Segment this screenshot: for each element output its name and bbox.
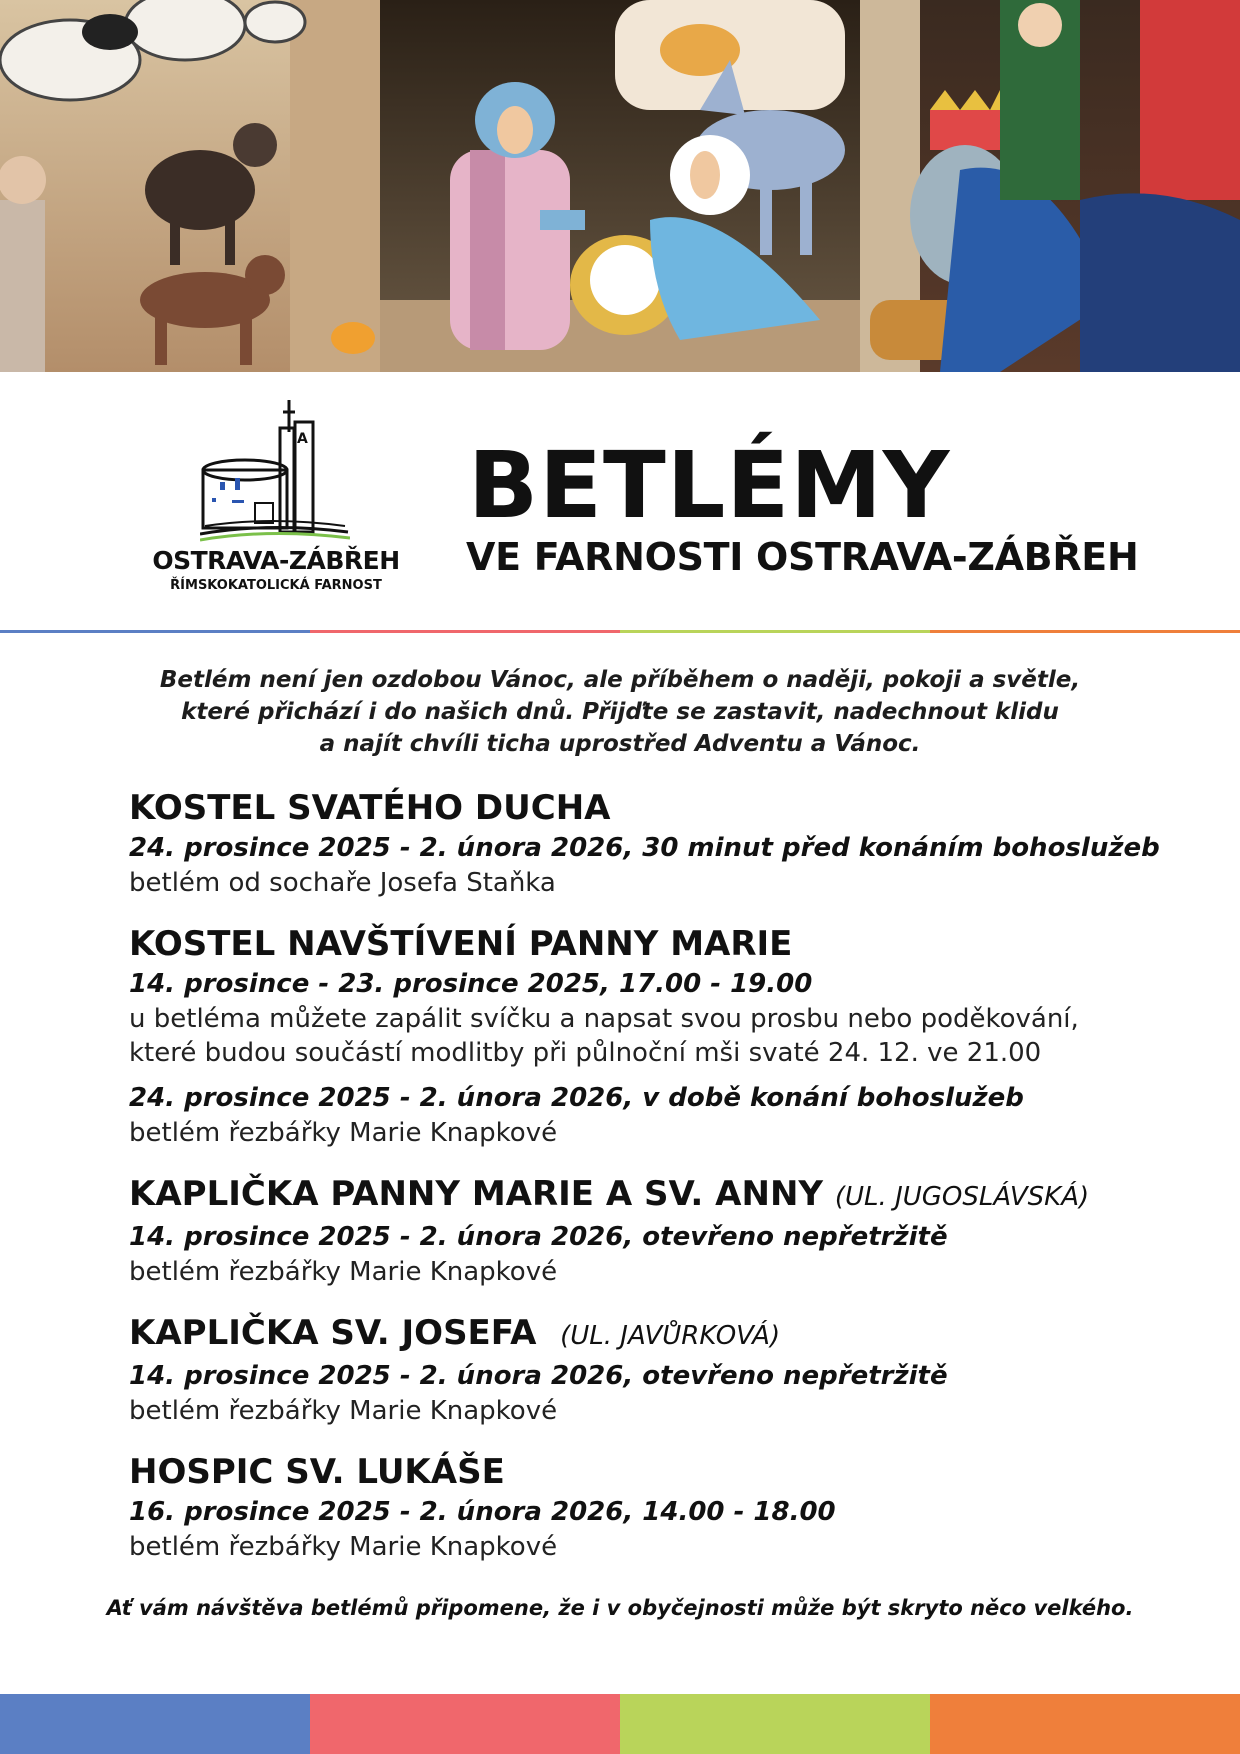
event-hospic bbox=[129, 1450, 1209, 1564]
intro-line: které přichází i do našich dnů. Přijďte se zastavit, nadechnout klidu bbox=[181, 699, 1059, 725]
event-place-name: KAPLIČKA SV. JOSEFA bbox=[129, 1313, 537, 1353]
event-date: 14. prosince 2025 - 2. února 2026, otevřeno nepřetržitě bbox=[129, 1361, 948, 1391]
event-date: 14. prosince 2025 - 2. února 2026, otevřeno nepřetržitě bbox=[129, 1222, 948, 1252]
closing-text: Ať vám návštěva betlémů připomene, že i v obyčejnosti může být skryto něco velkého. bbox=[106, 1596, 1134, 1620]
parish-logo bbox=[145, 398, 407, 598]
event-date: 24. prosince 2025 - 2. února 2026, v době konání bohoslužeb bbox=[129, 1083, 1024, 1113]
event-kostel-svateho-ducha bbox=[129, 786, 1209, 900]
event-place bbox=[129, 1450, 1209, 1494]
divider-green bbox=[620, 630, 930, 633]
footer-orange bbox=[930, 1694, 1240, 1754]
page-title: BETLÉMY bbox=[468, 432, 951, 539]
footer-red bbox=[310, 1694, 620, 1754]
footer-blue bbox=[0, 1694, 310, 1754]
divider-red bbox=[310, 630, 620, 633]
event-date: 14. prosince - 23. prosince 2025, 17.00 - 19.00 bbox=[129, 969, 813, 999]
event-desc: betlém řezbářky Marie Knapkové bbox=[129, 1257, 558, 1287]
event-street: (UL. JAVŮRKOVÁ) bbox=[560, 1321, 781, 1351]
footer-color-bar bbox=[0, 1694, 1240, 1754]
church-building-icon bbox=[200, 398, 350, 543]
event-desc: betlém řezbářky Marie Knapkové bbox=[129, 1532, 558, 1562]
nativity-photo bbox=[0, 0, 1240, 372]
event-place bbox=[129, 1311, 1209, 1358]
intro-line: a najít chvíli ticha uprostřed Adventu a Vánoc. bbox=[319, 731, 921, 757]
divider-orange bbox=[930, 630, 1240, 633]
event-place-name: KOSTEL NAVŠTÍVENÍ PANNY MARIE bbox=[129, 924, 793, 964]
event-place-name: KAPLIČKA PANNY MARIE A SV. ANNY bbox=[129, 1174, 824, 1214]
event-second-period bbox=[129, 1080, 1209, 1150]
event-list bbox=[129, 786, 1209, 1586]
nativity-scene-illustration bbox=[0, 0, 1240, 372]
color-divider bbox=[0, 630, 1240, 633]
event-desc: které budou součástí modlitby při půlnoční mši svaté 24. 12. ve 21.00 bbox=[129, 1038, 1042, 1068]
event-kaplicka-sv-josefa bbox=[129, 1311, 1209, 1428]
event-street: (UL. JUGOSLÁVSKÁ) bbox=[834, 1182, 1090, 1212]
event-place-name: HOSPIC SV. LUKÁŠE bbox=[129, 1452, 505, 1492]
event-desc: u betléma můžete zapálit svíčku a napsat svou prosbu nebo poděkování, bbox=[129, 1004, 1079, 1034]
event-place bbox=[129, 1172, 1209, 1219]
event-date: 16. prosince 2025 - 2. února 2026, 14.00 - 18.00 bbox=[129, 1497, 836, 1527]
event-desc: betlém řezbářky Marie Knapkové bbox=[129, 1396, 558, 1426]
footer-green bbox=[620, 1694, 930, 1754]
intro-text bbox=[100, 664, 1140, 760]
event-place bbox=[129, 922, 1209, 966]
event-kostel-navstiveni bbox=[129, 922, 1209, 1150]
event-kaplicka-panny-marie bbox=[129, 1172, 1209, 1289]
parish-subtitle: ŘÍMSKOKATOLICKÁ FARNOST bbox=[170, 578, 382, 593]
event-place-name: KOSTEL SVATÉHO DUCHA bbox=[129, 788, 611, 828]
event-date: 24. prosince 2025 - 2. února 2026, 30 minut před konáním bohoslužeb bbox=[129, 833, 1160, 863]
parish-name: OSTRAVA-ZÁBŘEH bbox=[152, 546, 400, 575]
event-place bbox=[129, 786, 1209, 830]
tower-letter: A bbox=[297, 431, 308, 447]
event-desc: betlém od sochaře Josefa Staňka bbox=[129, 868, 556, 898]
intro-line: Betlém není jen ozdobou Vánoc, ale příběhem o naději, pokoji a světle, bbox=[159, 667, 1081, 693]
event-desc: betlém řezbářky Marie Knapkové bbox=[129, 1118, 558, 1148]
page-subtitle: VE FARNOSTI OSTRAVA-ZÁBŘEH bbox=[466, 535, 1139, 579]
divider-blue bbox=[0, 630, 310, 633]
